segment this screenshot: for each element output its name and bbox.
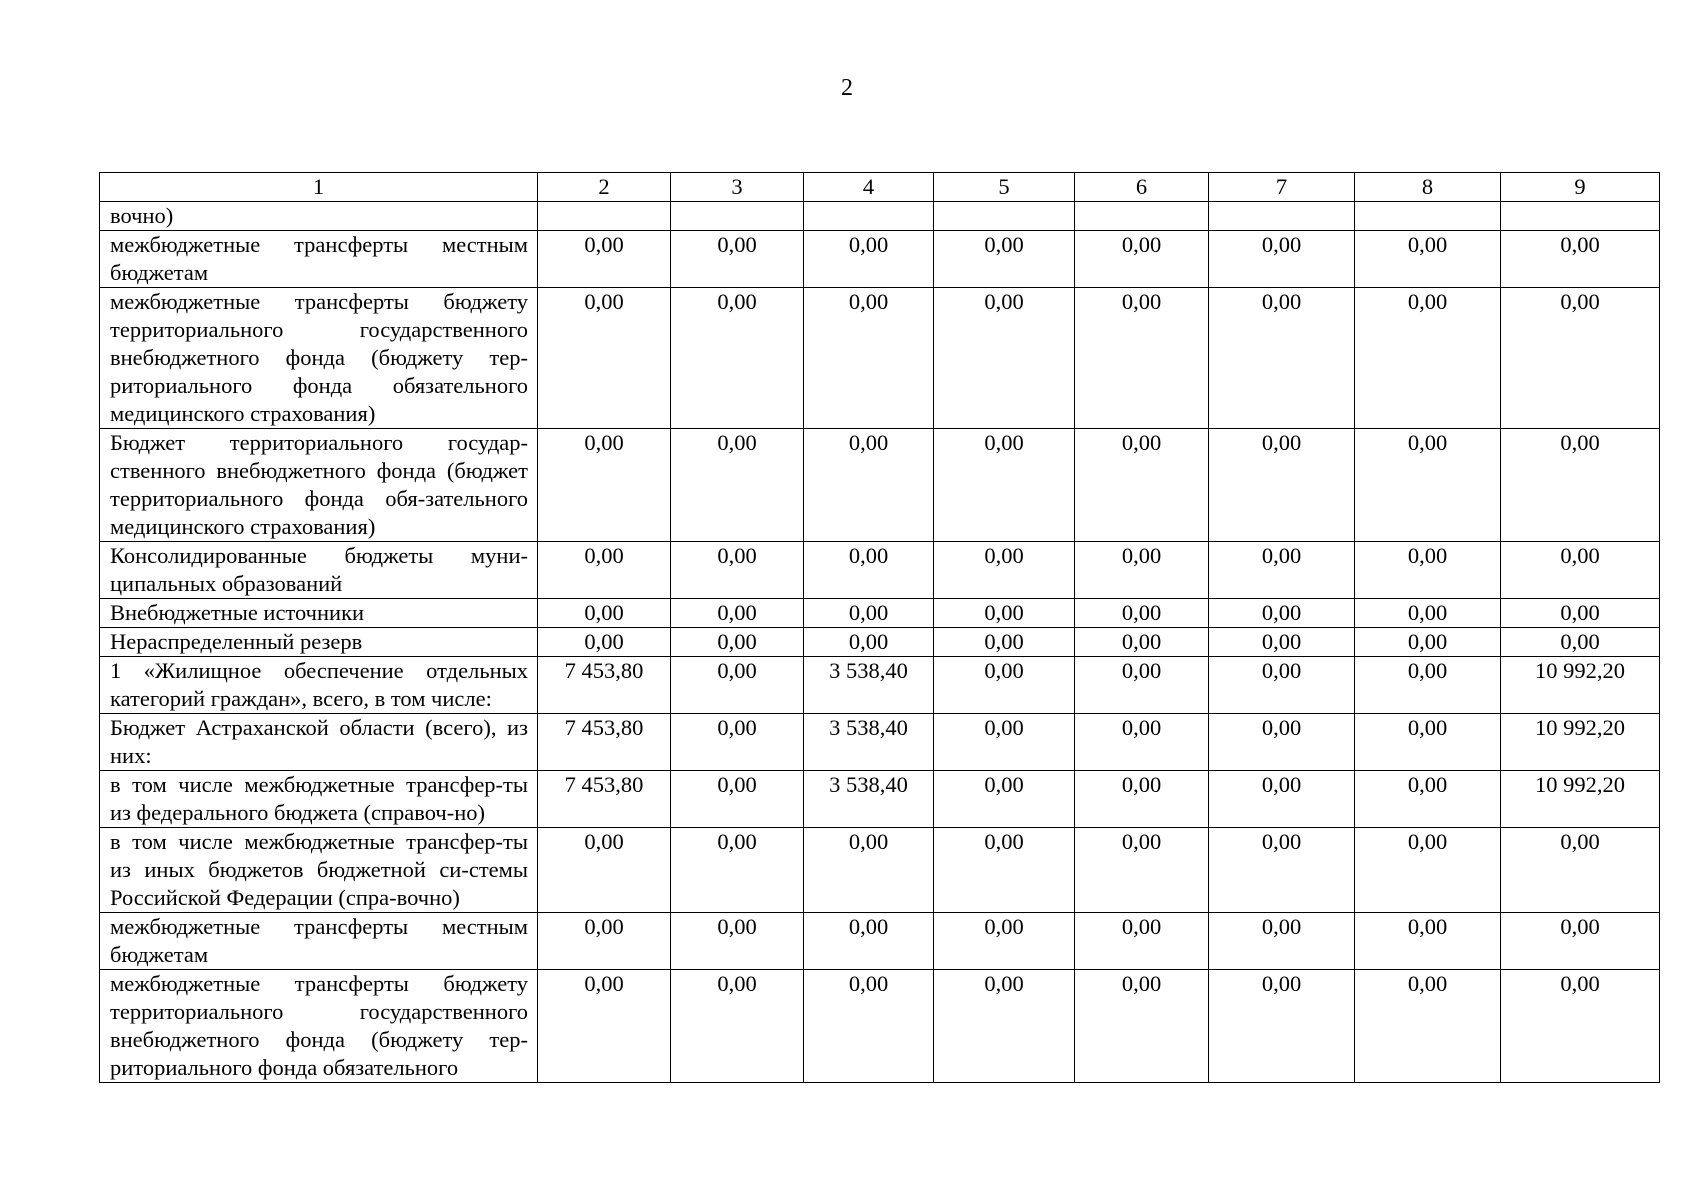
value-cell-col-6: 0,00 [1075,288,1209,429]
value-cell-col-8: 0,00 [1355,828,1501,913]
value-cell-col-4: 0,00 [804,231,934,288]
value-cell-col-4: 3 538,40 [804,771,934,828]
value-cell-col-7: 0,00 [1209,429,1355,542]
value-cell-col-3: 0,00 [671,657,804,714]
value-cell-col-6: 0,00 [1075,542,1209,599]
value-cell-col-6: 0,00 [1075,714,1209,771]
value-cell-col-6: 0,00 [1075,231,1209,288]
value-cell-col-3: 0,00 [671,913,804,970]
value-cell-col-9: 0,00 [1501,970,1660,1083]
value-cell-col-5: 0,00 [934,429,1075,542]
value-cell-col-5: 0,00 [934,628,1075,657]
value-cell-col-8: 0,00 [1355,714,1501,771]
column-header-2: 2 [538,173,671,202]
row-label: в том числе межбюджетные трансфер-ты из иных бюджетов бюджетной си-стемы Российской Федерации (спра-вочно) [100,828,538,913]
page-number: 2 [841,75,853,101]
value-cell-col-9: 10 992,20 [1501,771,1660,828]
value-cell-col-9: 0,00 [1501,628,1660,657]
value-cell-col-9: 0,00 [1501,828,1660,913]
value-cell-col-8 [1355,202,1501,231]
value-cell-col-4: 0,00 [804,542,934,599]
value-cell-col-9: 0,00 [1501,429,1660,542]
value-cell-col-6: 0,00 [1075,771,1209,828]
value-cell-col-2: 0,00 [538,288,671,429]
value-cell-col-7: 0,00 [1209,288,1355,429]
table-row [100,771,1660,828]
value-cell-col-7: 0,00 [1209,231,1355,288]
value-cell-col-2: 0,00 [538,628,671,657]
header-row [100,173,1660,202]
table-row [100,231,1660,288]
value-cell-col-9: 0,00 [1501,288,1660,429]
value-cell-col-2: 0,00 [538,828,671,913]
value-cell-col-4: 0,00 [804,599,934,628]
table-row [100,913,1660,970]
value-cell-col-5: 0,00 [934,714,1075,771]
value-cell-col-2: 7 453,80 [538,714,671,771]
column-header-8: 8 [1355,173,1501,202]
row-label: Нераспределенный резерв [100,628,538,657]
value-cell-col-9: 10 992,20 [1501,657,1660,714]
row-label: межбюджетные трансферты местным бюджетам [100,231,538,288]
row-label: межбюджетные трансферты бюджету территориального государственного внебюджетного фонда (бюджету тер-риториального фонда обязательного [100,970,538,1083]
value-cell-col-5 [934,202,1075,231]
value-cell-col-6: 0,00 [1075,913,1209,970]
table-row [100,542,1660,599]
value-cell-col-9: 0,00 [1501,542,1660,599]
value-cell-col-7: 0,00 [1209,628,1355,657]
row-label: Бюджет Астраханской области (всего), из них: [100,714,538,771]
value-cell-col-4: 3 538,40 [804,714,934,771]
table-body [100,202,1660,1083]
table-header [100,173,1660,202]
value-cell-col-8: 0,00 [1355,429,1501,542]
value-cell-col-5: 0,00 [934,828,1075,913]
row-label: Внебюджетные источники [100,599,538,628]
value-cell-col-6 [1075,202,1209,231]
value-cell-col-6: 0,00 [1075,828,1209,913]
row-label: межбюджетные трансферты бюджету территориального государственного внебюджетного фонда (бюджету тер-риториального фонда обязательного медицинского страхования) [100,288,538,429]
value-cell-col-5: 0,00 [934,599,1075,628]
value-cell-col-7 [1209,202,1355,231]
value-cell-col-5: 0,00 [934,771,1075,828]
table-row [100,429,1660,542]
table-row [100,714,1660,771]
row-label: 1 «Жилищное обеспечение отдельных категорий граждан», всего, в том числе: [100,657,538,714]
value-cell-col-2 [538,202,671,231]
column-header-9: 9 [1501,173,1660,202]
table-row [100,288,1660,429]
value-cell-col-7: 0,00 [1209,599,1355,628]
value-cell-col-2: 0,00 [538,542,671,599]
value-cell-col-3: 0,00 [671,628,804,657]
table-row [100,599,1660,628]
value-cell-col-7: 0,00 [1209,970,1355,1083]
row-label: межбюджетные трансферты местным бюджетам [100,913,538,970]
row-label: Бюджет территориального государ-ственного внебюджетного фонда (бюджет территориального фонда обя-зательного медицинского страхования) [100,429,538,542]
funding-table [99,172,1660,1083]
column-header-7: 7 [1209,173,1355,202]
value-cell-col-8: 0,00 [1355,231,1501,288]
value-cell-col-5: 0,00 [934,231,1075,288]
value-cell-col-8: 0,00 [1355,288,1501,429]
table-row [100,202,1660,231]
value-cell-col-3: 0,00 [671,599,804,628]
value-cell-col-6: 0,00 [1075,628,1209,657]
value-cell-col-3: 0,00 [671,771,804,828]
value-cell-col-9: 0,00 [1501,599,1660,628]
value-cell-col-5: 0,00 [934,970,1075,1083]
table-row [100,628,1660,657]
value-cell-col-8: 0,00 [1355,657,1501,714]
value-cell-col-9: 0,00 [1501,231,1660,288]
value-cell-col-2: 0,00 [538,913,671,970]
row-label: Консолидированные бюджеты муни-ципальных образований [100,542,538,599]
value-cell-col-3: 0,00 [671,231,804,288]
value-cell-col-7: 0,00 [1209,771,1355,828]
column-header-4: 4 [804,173,934,202]
table-row [100,828,1660,913]
value-cell-col-9: 10 992,20 [1501,714,1660,771]
value-cell-col-3: 0,00 [671,970,804,1083]
column-header-5: 5 [934,173,1075,202]
value-cell-col-8: 0,00 [1355,970,1501,1083]
value-cell-col-4: 0,00 [804,429,934,542]
value-cell-col-3: 0,00 [671,542,804,599]
value-cell-col-5: 0,00 [934,288,1075,429]
value-cell-col-7: 0,00 [1209,542,1355,599]
value-cell-col-4: 0,00 [804,288,934,429]
value-cell-col-8: 0,00 [1355,771,1501,828]
value-cell-col-3: 0,00 [671,828,804,913]
value-cell-col-5: 0,00 [934,657,1075,714]
column-header-1: 1 [100,173,538,202]
value-cell-col-6: 0,00 [1075,657,1209,714]
value-cell-col-6: 0,00 [1075,429,1209,542]
table-row [100,657,1660,714]
value-cell-col-5: 0,00 [934,913,1075,970]
row-label: в том числе межбюджетные трансфер-ты из федерального бюджета (справоч-но) [100,771,538,828]
value-cell-col-2: 0,00 [538,231,671,288]
value-cell-col-2: 0,00 [538,429,671,542]
value-cell-col-2: 7 453,80 [538,657,671,714]
table-row [100,970,1660,1083]
value-cell-col-4: 0,00 [804,828,934,913]
column-header-3: 3 [671,173,804,202]
value-cell-col-3: 0,00 [671,714,804,771]
value-cell-col-8: 0,00 [1355,542,1501,599]
value-cell-col-7: 0,00 [1209,913,1355,970]
value-cell-col-4: 0,00 [804,913,934,970]
value-cell-col-4: 0,00 [804,970,934,1083]
value-cell-col-3 [671,202,804,231]
value-cell-col-8: 0,00 [1355,913,1501,970]
value-cell-col-2: 0,00 [538,599,671,628]
value-cell-col-8: 0,00 [1355,628,1501,657]
value-cell-col-3: 0,00 [671,429,804,542]
value-cell-col-8: 0,00 [1355,599,1501,628]
value-cell-col-7: 0,00 [1209,828,1355,913]
value-cell-col-3: 0,00 [671,288,804,429]
value-cell-col-7: 0,00 [1209,657,1355,714]
value-cell-col-9 [1501,202,1660,231]
value-cell-col-4: 3 538,40 [804,657,934,714]
value-cell-col-6: 0,00 [1075,970,1209,1083]
value-cell-col-2: 0,00 [538,970,671,1083]
value-cell-col-7: 0,00 [1209,714,1355,771]
value-cell-col-9: 0,00 [1501,913,1660,970]
column-header-6: 6 [1075,173,1209,202]
row-label: вочно) [100,202,538,231]
value-cell-col-2: 7 453,80 [538,771,671,828]
value-cell-col-6: 0,00 [1075,599,1209,628]
value-cell-col-4 [804,202,934,231]
value-cell-col-4: 0,00 [804,628,934,657]
value-cell-col-5: 0,00 [934,542,1075,599]
